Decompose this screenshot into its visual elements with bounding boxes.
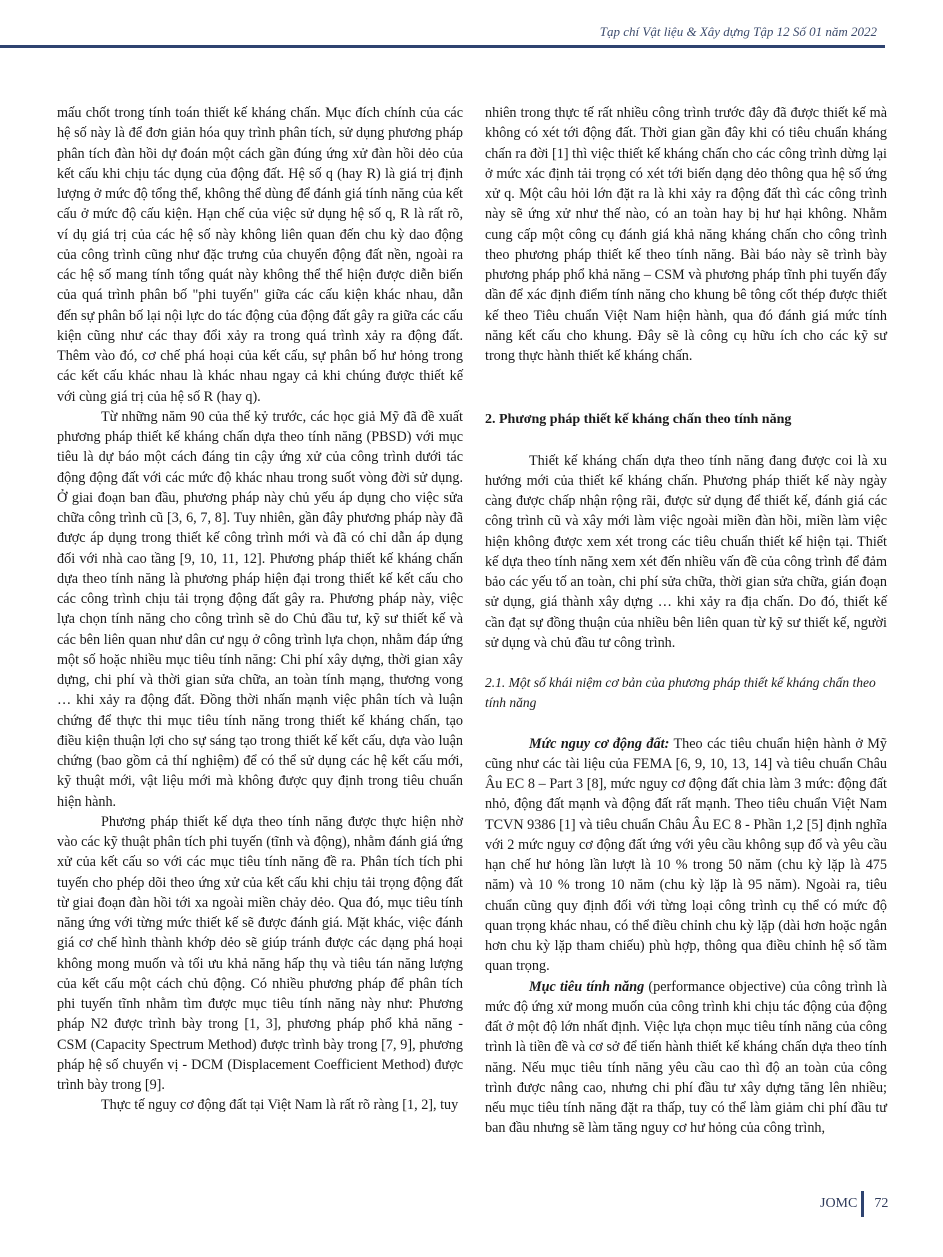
section-heading: 2. Phương pháp thiết kế kháng chấn theo tính năng [485, 412, 792, 428]
paragraph: nhiên trong thực tế rất nhiều công trình trước đây đã được thiết kế mà không có xét tới động đất. Thời gian gần đây khi có tiêu chuẩn kháng chấn ra đời [1] thì việc thiết kế kháng chấn cho các công trình dừng lại ở mức xác định tải trọng có xét tới biến dạng dẻo thông qua hệ số ứng xử q. Một câu hỏi lớn đặt ra là khi xảy ra động đất thì các công trình này sẽ ứng xử như thế nào, có an toàn hay bị hư hại không. Nhằm cung cấp một công cụ đánh giá khả năng kháng chấn cho công trình theo phương pháp thiết kế theo tính năng. Bài báo này sẽ trình bày phương pháp phổ khả năng – CSM và phương pháp tĩnh phi tuyến đẩy dần để xác định điểm tính năng cho khung bê tông cốt thép được thiết kế theo Tiêu chuẩn Việt Nam hiện hành, qua đó đánh giá mức tính năng kết cấu cho khung. Đây sẽ là công cụ hữu ích cho các kỹ sư trong thực hành thiết kế kháng chấn. [485, 105, 887, 364]
term-lead: Mục tiêu tính năng [529, 978, 645, 995]
subsection-heading: 2.1. Một số khái niệm cơ bản của phương pháp thiết kế kháng chấn theo tính năng [485, 675, 876, 711]
paragraph: Thiết kế kháng chấn dựa theo tính năng đang được coi là xu hướng mới của thiết kế kháng chấn. Phương pháp thiết kế này ngày càng được chấp nhận rộng rãi, được sử dụng để thiết kế, đánh giá các công trình cũ và xây mới làm việc ngoài miền đàn hồi, miền làm việc hiện không được xem xét trong các tiêu chuẩn thiết kế hiện tại. Thiết kế dựa theo tính năng xem xét đến nhiều vấn đề của công trình để đảm bảo các yếu tố an toàn, chi phí sửa chữa, thời gian sửa chữa, gián đoạn sử dụng, giá thành xây dựng … khi xảy ra địa chấn. Do đó, thiết kế cần đạt sự đồng thuận của nhiều bên liên quan từ kỹ sư thiết kế, người sử dụng và chủ đầu tư công trình. [485, 452, 887, 651]
footer-divider [861, 1191, 864, 1217]
left-column [57, 103, 463, 1116]
paragraph-text: Theo các tiêu chuẩn hiện hành ở Mỹ cũng như các tài liệu của FEMA [6, 9, 10, 13, 14] và tiêu chuẩn Châu Âu EC 8 – Part 3 [8], mức nguy cơ động đất chia làm 3 mức: động đất nhỏ, động đất mạnh và động đất rất mạnh. Theo tiêu chuẩn Việt Nam TCVN 9386 [1] và tiêu chuẩn Châu Âu EC 8 - Phần 1,2 [5] định nghĩa với 2 mức nguy cơ động đất ứng với yêu cầu không sụp đổ và yêu cầu hạn chế hư hỏng lần lượt là 10 % trong 50 năm (chu kỳ lặp là 475 năm) và 10 % trong 10 năm (chu kỳ lặp là 95 năm). Ngoài ra, tiêu chuẩn cũng quy định đối với từng loại công trình cụ thể có mức độ quan trọng khác nhau, có thể điều chỉnh chu kỳ lặp (dài hơn hoặc ngắn hơn chu kỳ lặp tham chiếu) phù hợp, thông qua điều chỉnh hệ số tầm quan trọng. [485, 735, 887, 975]
page-number: 72 [874, 1196, 889, 1211]
paragraph: mấu chốt trong tính toán thiết kế kháng chấn. Mục đích chính của các hệ số này là để đơn giản hóa quy trình phân tích, sử dụng phương pháp phân tích đàn hồi dự đoán một cách gần đúng ứng xử đàn hồi dẻo của kết cấu khi chịu tác dụng của động đất. Hệ số q (hay R) là giá trị định lượng ở mức độ tổng thể, không thể dùng để đánh giá tính năng của kết cấu ở mức độ cấu kiện. Hạn chế của việc sử dụng hệ số q, R là rất rõ, ví dụ giá trị của các hệ số này không liên quan đến chu kỳ dao động của công trình cũng như đặc trưng của chuyển động đất nền, ngoài ra các hệ số mang tính tổng quát này không thể thể hiện được diễn biến của quá trình phân bố "phi tuyến" giữa các cấu kiện khác nhau, dẫn đến sự phân bố lại nội lực do tác động của động đất gây ra giữa các cấu kiện cũng như các thay đổi xảy ra trong quá trình xảy ra động đất. Thêm vào đó, cơ chế phá hoại của kết cấu, sự phân bố hư hỏng trong các kết cấu khác nhau là khác nhau ngay cả khi chúng được thiết kế với cùng giá trị của hệ số R (hay q). [57, 105, 463, 405]
paragraph-objective [485, 977, 887, 1139]
paragraph-hazard [485, 734, 887, 977]
term-lead: Mức nguy cơ động đất: [529, 735, 670, 752]
paragraph-text: (performance objective) của công trình là mức độ ứng xử mong muốn của công trình khi chịu tác động của động đất ở một độ lớn nhất định. Việc lựa chọn mục tiêu tính năng của công trình là tiền đề và cơ sở để tiến hành thiết kế kháng chấn dựa theo tính năng. Nếu mục tiêu tính năng yêu cầu cao thì độ an toàn của công trình được nâng cao, nhưng chi phí đầu tư xây dựng tăng lên nhiều; nếu mục tiêu tính năng đặt ra thấp, tuy có thể làm giảm chi phí đầu tư ban đầu nhưng sẽ làm tăng nguy cơ hư hỏng của công trình, [485, 978, 887, 1137]
journal-header: Tạp chí Vật liệu & Xây dựng Tập 12 Số 01 năm 2022 [599, 24, 877, 39]
paragraph: Phương pháp thiết kế dựa theo tính năng được thực hiện nhờ vào các kỹ thuật phân tích phi tuyến (tĩnh và động), nhằm đánh giá ứng xử của kết cấu so với các mục tiêu tính năng đề ra. Phân tích tích phi tuyến cho phép dõi theo ứng xử của kết cấu khi chịu tải trọng động đất từ giai đoạn đàn hồi tới xa ngoài miền chảy dẻo. Qua đó, mục tiêu tính năng ứng với từng mức thiết kế sẽ được đánh giá. Mặt khác, việc đánh giá cơ chế hình thành khớp dẻo sẽ giúp tránh được các dạng phá hoại không mong muốn và tối ưu khả năng hấp thụ và tiêu tán năng lượng của kết cấu một cách chủ động. Có nhiều phương pháp để phân tích phi tuyến tĩnh nhằm tìm được mục tiêu tính năng này như: Phương pháp N2 được trình bày trong [1, 3], phương pháp phổ khả năng - CSM (Capacity Spectrum Method) được trình bày trong [7, 9], phương pháp hệ số chuyển vị - DCM (Displacement Coefficient Method) được trình bày trong [9]. [57, 813, 463, 1093]
paragraph: Thực tế nguy cơ động đất tại Việt Nam là rất rõ ràng [1, 2], tuy [101, 1097, 459, 1114]
page-footer [820, 1191, 888, 1217]
right-column [485, 103, 887, 1139]
journal-abbr: JOMC [820, 1196, 858, 1211]
paragraph: Từ những năm 90 của thế kỷ trước, các học giả Mỹ đã đề xuất phương pháp thiết kế kháng chấn dựa theo tính năng (PBSD) với mục tiêu là dự báo một cách đáng tin cậy ứng xử của công trình dưới tác động động đất với các mức độ khác nhau trong suốt vòng đời sử dụng. Ở giai đoạn ban đầu, phương pháp này chủ yếu áp dụng cho việc sửa chữa công trình cũ [3, 6, 7, 8]. Tuy nhiên, gần đây phương pháp này đã được áp dụng trong thiết kế công trình mới và đã có chỉ dẫn áp dụng đối với nhà cao tầng [9, 10, 11, 12]. Phương pháp thiết kế kháng chấn dựa theo tính năng là phương pháp hiện đại trong thiết kế kết cấu cho các công trình chịu tải trọng động đất gây ra. Phương pháp này, việc lựa chọn tính năng cho công trình sẽ do Chủ đầu tư, kỹ sư thiết kế và các bên liên quan như dân cư ngụ ở công trình lựa chọn, nhằm đáp ứng một số hoặc nhiều mục tiêu tính năng: Chi phí xây dựng, thời gian xây dựng, chi phí và thời gian sửa chữa, an toàn tính mạng, thương vong … khi xảy ra động đất. Đồng thời nhấn mạnh việc phân tích và luận chứng để thực thi mục tiêu tính năng trong thiết kế kháng chấn, tạo điều kiện thuận lợi cho sự sáng tạo trong thiết kế kết cấu, dựa vào luận chứng (bao gồm cả thí nghiệm) để có thể sử dụng các hệ kết cấu mới, kỹ thuật mới, vật liệu mới mà không được quy định trong tiêu chuẩn hiện hành. [57, 408, 463, 810]
header-rule [0, 45, 885, 48]
